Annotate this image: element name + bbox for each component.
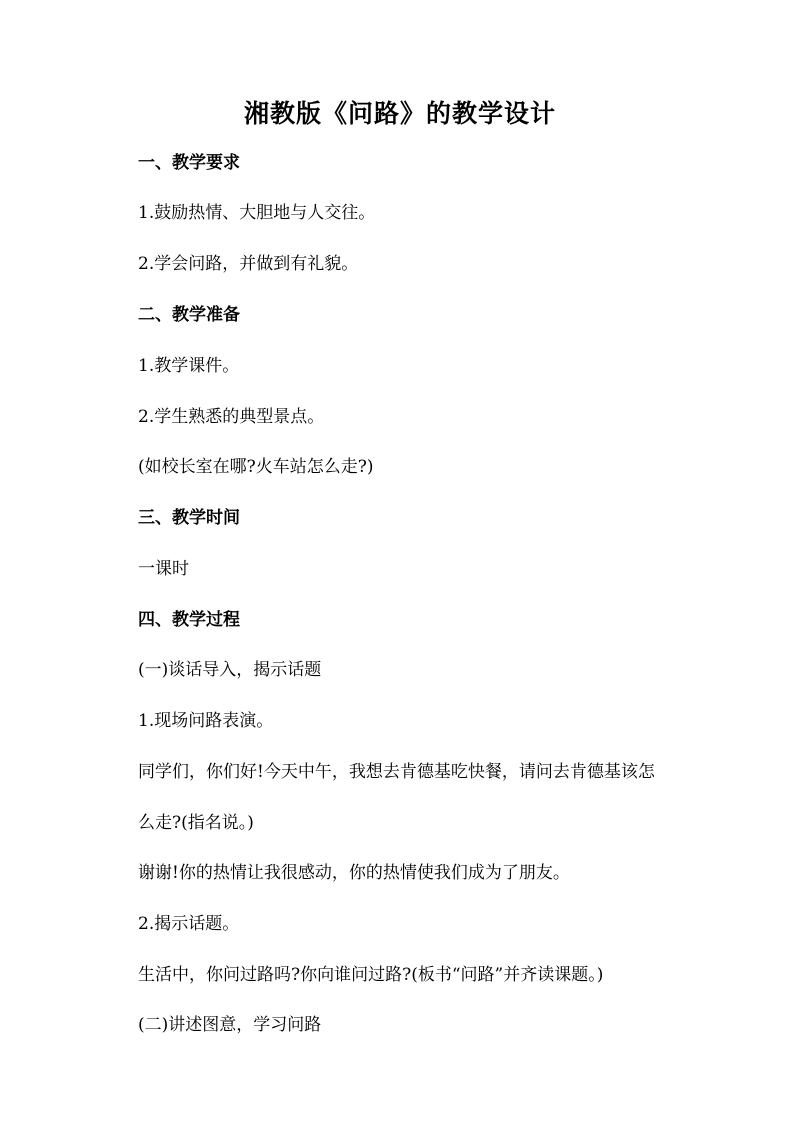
preparation-note: (如校长室在哪?火车站怎么走?) bbox=[138, 457, 374, 477]
process-item-1: 1.现场问路表演。 bbox=[138, 711, 274, 731]
section-heading-preparation: 二、教学准备 bbox=[138, 305, 240, 325]
process-paragraph-1: 同学们，你们好!今天中午，我想去肯德基吃快餐，请问去肯德基该怎么走?(指名说。) bbox=[138, 762, 655, 833]
section-heading-requirements: 一、教学要求 bbox=[138, 153, 240, 173]
process-paragraph-2: 谢谢!你的热情让我很感动，你的热情使我们成为了朋友。 bbox=[138, 863, 570, 883]
process-subheading-2: (二)讲述图意，学习问路 bbox=[138, 1015, 322, 1035]
process-item-2: 2.揭示话题。 bbox=[138, 914, 240, 934]
process-paragraph-3: 生活中，你问过路吗?你向谁问过路?(板书“问路”并齐读课题。) bbox=[138, 965, 604, 985]
section-heading-process: 四、教学过程 bbox=[138, 610, 240, 630]
requirement-item-1: 1.鼓励热情、大胆地与人交往。 bbox=[138, 203, 376, 223]
time-item: 一课时 bbox=[138, 559, 189, 579]
section-heading-time: 三、教学时间 bbox=[138, 508, 240, 528]
document-title: 湘教版《问路》的教学设计 bbox=[243, 99, 556, 128]
preparation-item-2: 2.学生熟悉的典型景点。 bbox=[138, 407, 325, 427]
process-subheading-1: (一)谈话导入，揭示话题 bbox=[138, 660, 322, 680]
requirement-item-2: 2.学会问路，并做到有礼貌。 bbox=[138, 254, 359, 274]
preparation-item-1: 1.教学课件。 bbox=[138, 356, 240, 376]
